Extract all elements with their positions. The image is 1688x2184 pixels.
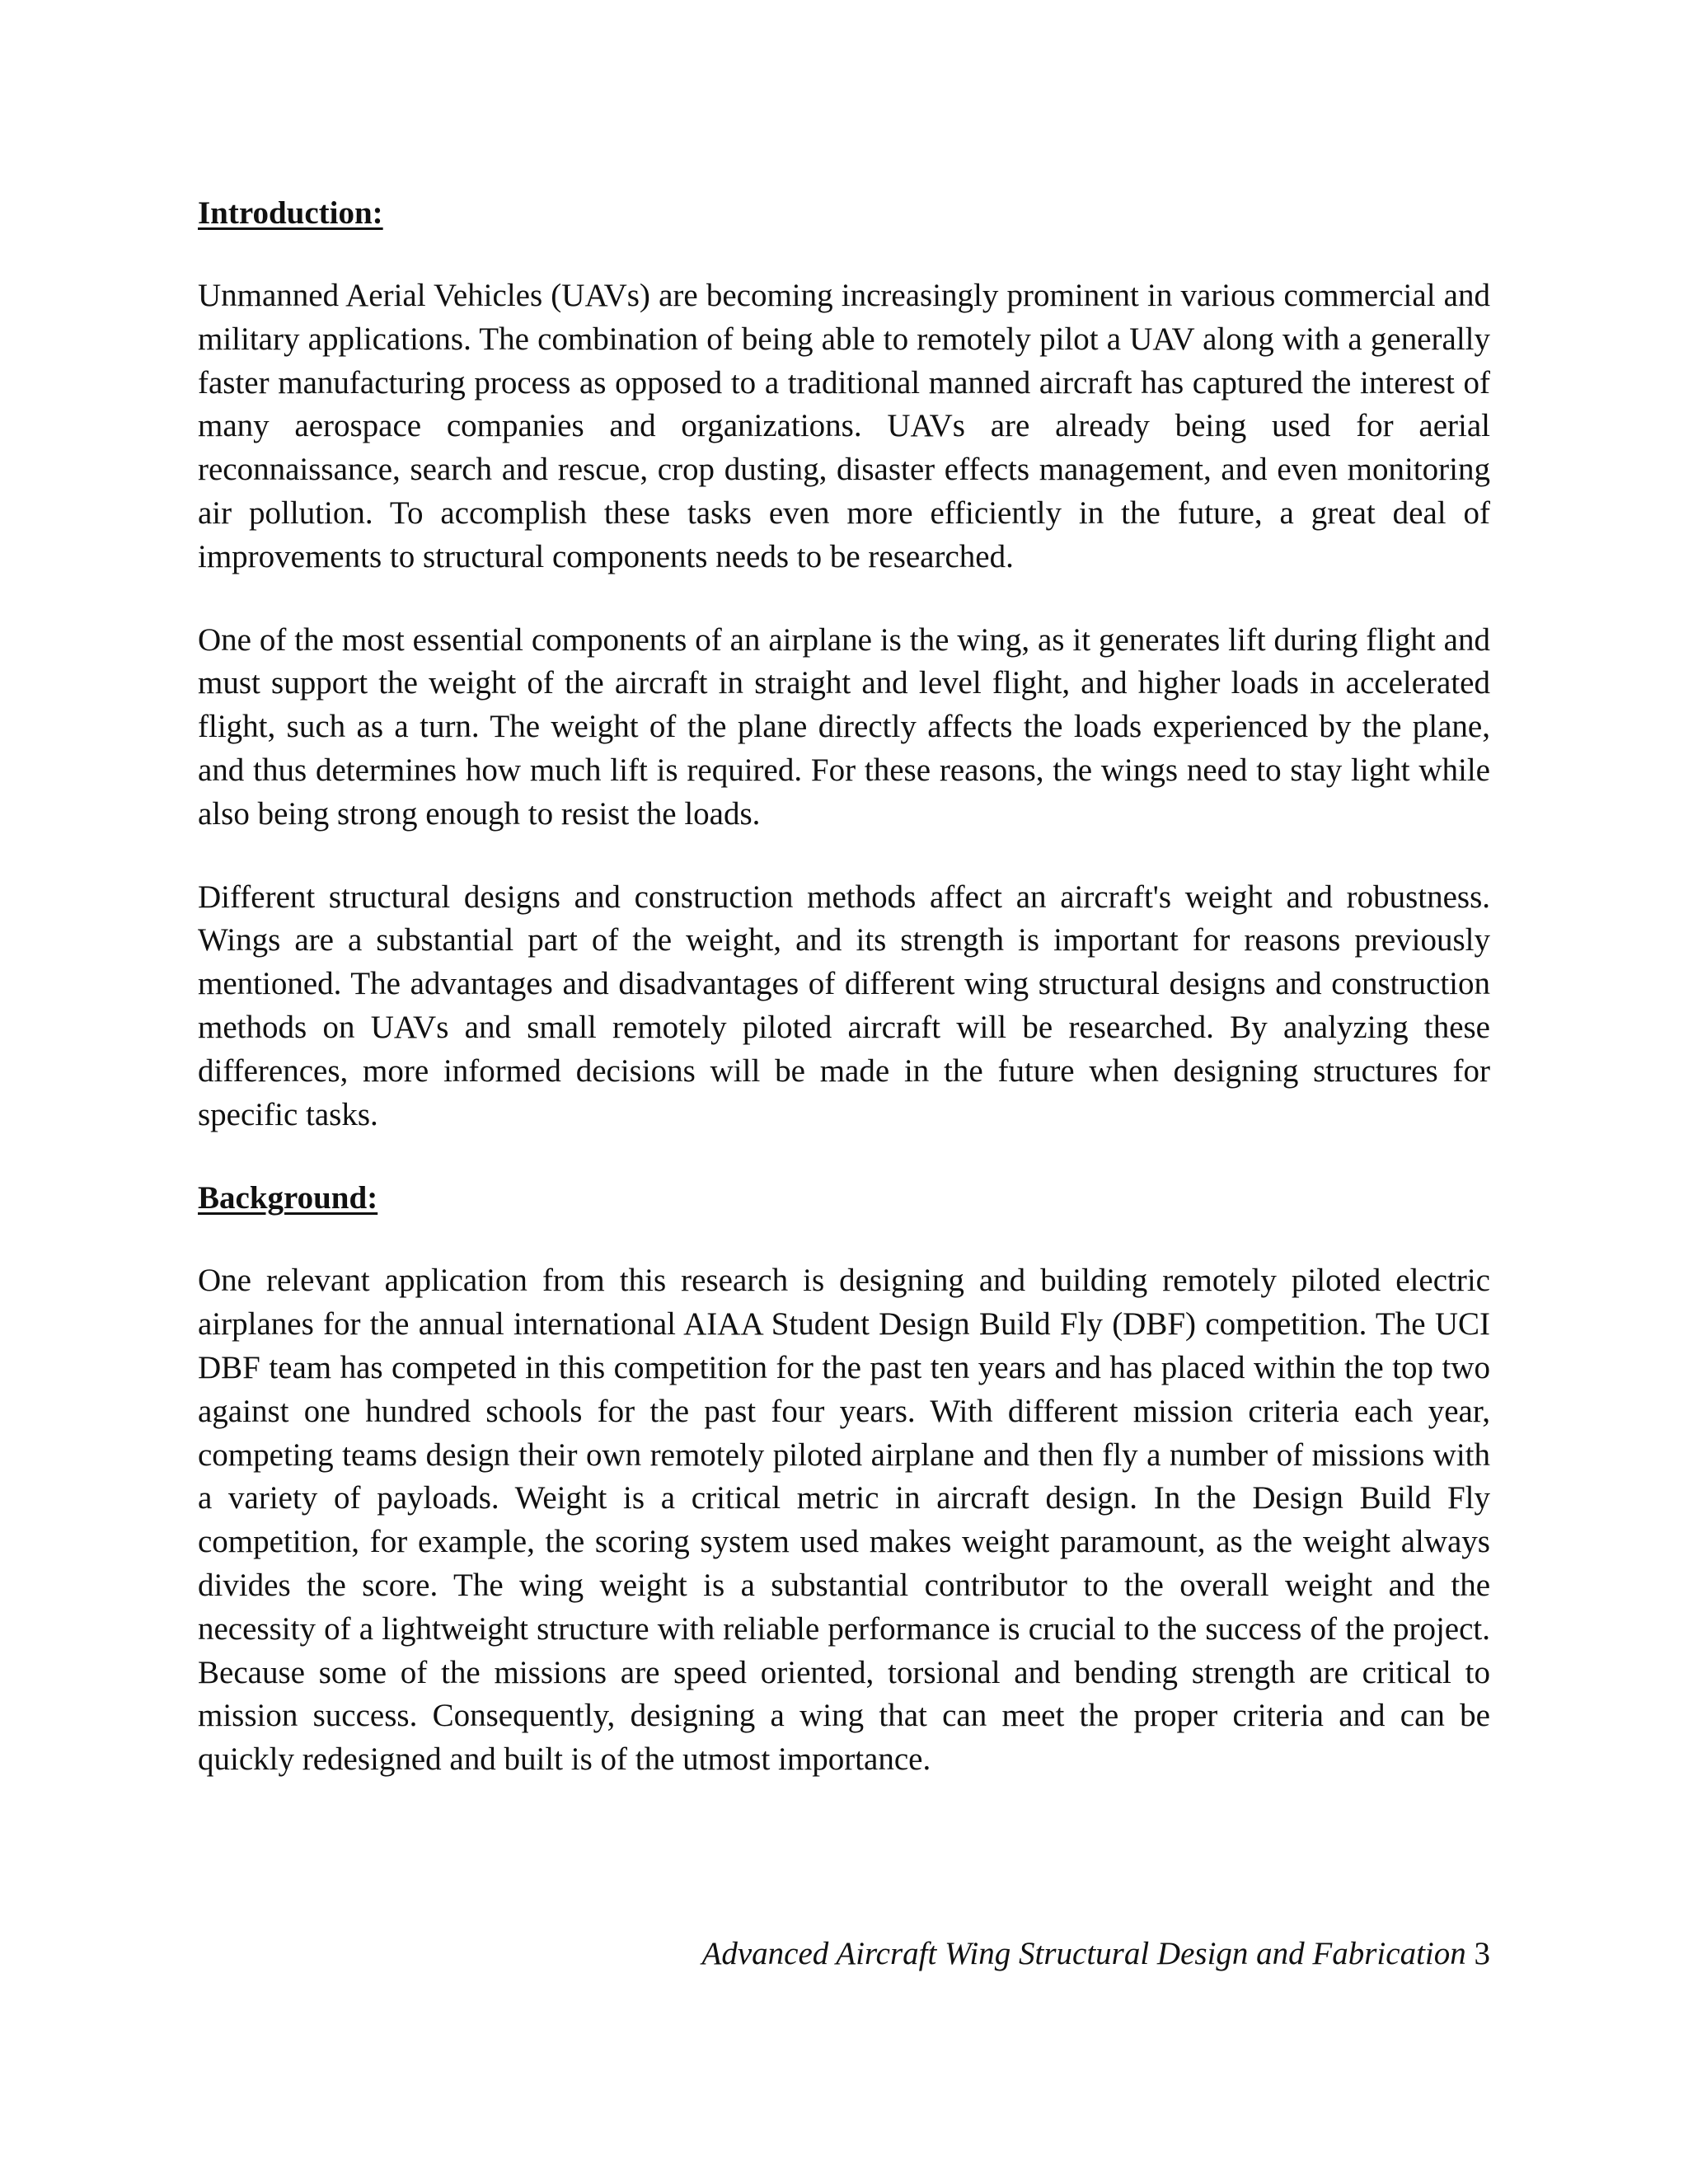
introduction-heading: Introduction:	[198, 195, 383, 231]
background-heading: Background:	[198, 1180, 378, 1216]
introduction-paragraph-2: One of the most essential components of an airplane is the wing, as it generates lift during flight and must support the weight of the aircraft in straight and level flight, and higher loads in accelerated flight, such as a turn. The weight of the plane directly affects the loads experienced by the plane, and thus determines how much lift is required. For these reasons, the wings need to stay light while also being strong enough to resist the loads.	[198, 621, 1490, 832]
introduction-paragraph-1: Unmanned Aerial Vehicles (UAVs) are becoming increasingly prominent in various commercial and military applications. The combination of being able to remotely pilot a UAV along with a generally faster manufacturing process as opposed to a traditional manned aircraft has captured the interest of many aerospace companies and organizations. UAVs are already being used for aerial reconnaissance, search and rescue, crop dusting, disaster effects management, and even monitoring air pollution. To accomplish these tasks even more efficiently in the future, a great deal of improvements to structural components needs to be researched.	[198, 278, 1490, 574]
background-paragraph-1: One relevant application from this research is designing and building remotely piloted electric airplanes for the annual international AIAA Student Design Build Fly (DBF) competition. The UCI DBF team has competed in this competition for the past ten years and has placed within the top two against one hundred schools for the past four years. With different mission criteria each year, competing teams design their own remotely piloted airplane and then fly a number of missions with a variety of payloads. Weight is a critical metric in aircraft design. In the Design Build Fly competition, for example, the scoring system used makes weight paramount, as the weight always divides the score. The wing weight is a substantial contributor to the overall weight and the necessity of a lightweight structure with reliable performance is crucial to the success of the project. Because some of the missions are speed oriented, torsional and bending strength are critical to mission success. Consequently, designing a wing that can meet the proper criteria and can be quickly redesigned and built is of the utmost importance.	[198, 1263, 1490, 1778]
footer-page-number: 3	[1474, 1936, 1490, 1971]
page-footer	[198, 1932, 1490, 1975]
introduction-paragraph-3: Different structural designs and construction methods affect an aircraft's weight and robustness. Wings are a substantial part of the weight, and its strength is important for reasons previously mentioned. The advantages and disadvantages of different wing structural designs and construction methods on UAVs and small remotely piloted aircraft will be researched. By analyzing these differences, more informed decisions will be made in the future when designing structures for specific tasks.	[198, 879, 1490, 1132]
document-page	[198, 191, 1490, 1821]
footer-document-title: Advanced Aircraft Wing Structural Design and Fabrication	[701, 1936, 1466, 1971]
